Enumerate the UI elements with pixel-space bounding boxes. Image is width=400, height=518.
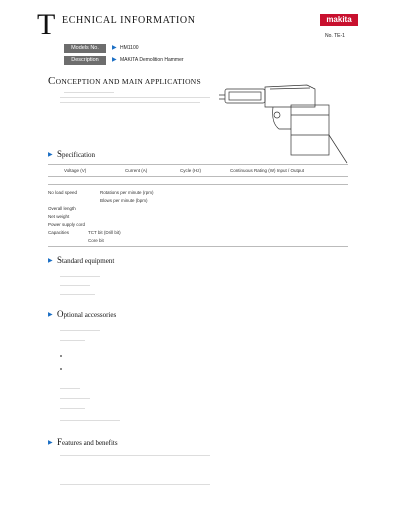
- spec-row-label: Capacities: [48, 230, 70, 235]
- title-initial: T: [37, 8, 56, 41]
- spec-row-label: Net weight: [48, 214, 70, 219]
- document-number: No. TE-1: [325, 33, 345, 39]
- arrow-icon: ▶: [112, 57, 117, 63]
- text-line: [60, 97, 210, 98]
- spec-row-label: No load speed: [48, 190, 78, 195]
- optional-accessories-heading: [57, 309, 116, 319]
- concept-heading: [48, 75, 201, 87]
- voltage-header: Voltage (V): [64, 168, 87, 173]
- text-line: [60, 276, 100, 277]
- text-line: [64, 92, 114, 93]
- text-line: [60, 420, 120, 421]
- spec-sub-label: Rotations per minute (rpm): [100, 190, 154, 195]
- standard-heading-cap: S: [57, 255, 63, 265]
- table-rule: [48, 246, 348, 247]
- features-heading: [57, 437, 118, 447]
- arrow-icon: ▶: [112, 45, 117, 51]
- arrow-icon: ▶: [48, 440, 53, 446]
- bullet: [60, 368, 62, 370]
- table-rule: [48, 176, 348, 177]
- text-line: [60, 102, 200, 103]
- text-line: [60, 484, 210, 485]
- watt-header: Continuous Rating (W) Input / Output: [230, 168, 305, 173]
- text-line: [60, 294, 95, 295]
- text-line: [60, 398, 90, 399]
- standard-equipment-heading: [57, 255, 114, 265]
- cycle-header: Cycle (Hz): [180, 168, 201, 173]
- optional-heading-rest: ptional accessories: [63, 311, 117, 319]
- text-line: [60, 285, 90, 286]
- spec-row-label: Power supply cord: [48, 222, 86, 227]
- text-line: [60, 408, 85, 409]
- spec-heading-rest: pecification: [62, 151, 96, 159]
- arrow-icon: ▶: [48, 258, 53, 264]
- standard-heading-rest: tandard equipment: [62, 257, 115, 265]
- features-heading-cap: F: [57, 437, 63, 447]
- bullet: [60, 355, 62, 357]
- makita-logo: makita: [320, 14, 358, 26]
- concept-heading-rest: ONCEPTION AND MAIN APPLICATIONS: [55, 77, 201, 86]
- models-value: HM1100: [120, 45, 139, 51]
- arrow-icon: ▶: [48, 152, 53, 158]
- arrow-icon: ▶: [48, 312, 53, 318]
- spec-sub-label: Blows per minute (bpm): [100, 198, 148, 203]
- current-header: Current (A): [125, 168, 148, 173]
- specification-heading: [57, 149, 95, 159]
- page-title: ECHNICAL INFORMATION: [62, 15, 196, 26]
- models-label: Models No.: [64, 44, 106, 53]
- text-line: [60, 455, 210, 456]
- text-line: [60, 340, 85, 341]
- text-line: [60, 330, 100, 331]
- concept-heading-cap: C: [48, 75, 56, 87]
- demolition-hammer-illustration: [215, 75, 355, 165]
- table-rule: [48, 164, 348, 165]
- spec-sub-label: TCT bit (Drill bit): [88, 230, 121, 235]
- spec-row-label: Overall length: [48, 206, 76, 211]
- optional-heading-cap: O: [57, 309, 64, 319]
- spec-sub-label: Core bit: [88, 238, 104, 243]
- table-rule: [48, 184, 348, 185]
- features-heading-rest: eatures and benefits: [62, 439, 118, 447]
- text-line: [60, 388, 80, 389]
- description-value: MAKITA Demolition Hammer: [120, 57, 184, 63]
- description-label: Description: [64, 56, 106, 65]
- spec-heading-cap: S: [57, 149, 63, 159]
